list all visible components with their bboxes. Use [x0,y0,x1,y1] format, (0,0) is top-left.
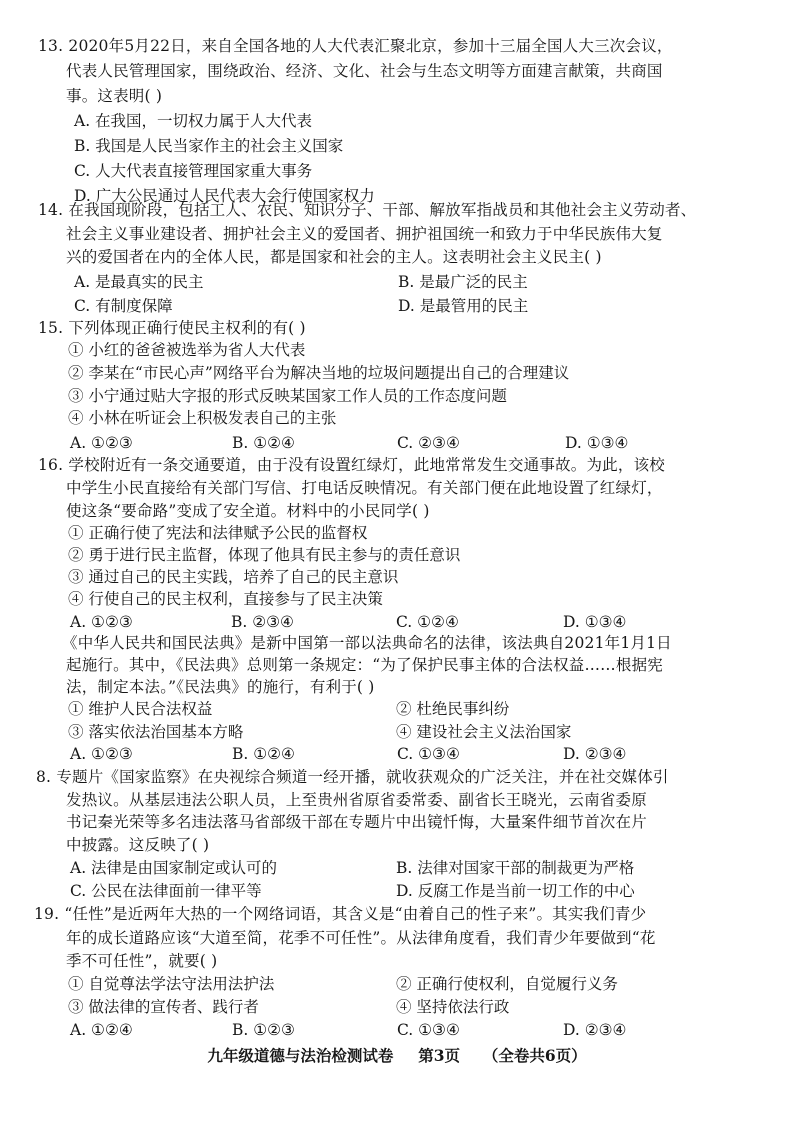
statement-4: ④ 坚持依法行政 [396,998,510,1016]
question-text-line: 中披露。这反映了( ) [66,836,210,854]
option-b: B. ②③④ [231,613,294,631]
option-c: C. ①③④ [397,1021,460,1039]
option-c: C. ①②④ [396,613,459,631]
statement-2: ② 杜绝民事纠纷 [396,700,510,718]
option-b: B. 我国是人民当家作主的社会主义国家 [74,137,344,155]
statement-4: ④ 建设社会主义法治国家 [396,723,572,741]
question-text-line: 起施行。其中，《民法典》总则第一条规定：“为了保护民事主体的合法权益……根据宪 [66,656,663,674]
option-d: D. 广大公民通过人民代表大会行使国家权力 [74,187,375,205]
option-d: D. 是最管用的民主 [398,297,529,315]
statement-1: ① 维护人民合法权益 [68,700,213,718]
option-c: C. 有制度保障 [74,297,173,315]
option-a: A. 法律是由国家制定或认可的 [70,859,278,877]
statement-4: ④ 行使自己的民主权利，直接参与了民主决策 [68,590,383,608]
question-text-line: 使这条“要命路”变成了安全道。材料中的小民同学( ) [66,502,430,520]
question-text-line: 14. 在我国现阶段，包括工人、农民、知识分子、干部、解放军指战员和其他社会主义劳动者、 [38,201,697,219]
exam-title: 九年级道德与法治检测试卷 [207,1046,394,1065]
option-b: B. 是最广泛的民主 [398,273,528,291]
statement-1: ① 自觉尊法学法守法用法护法 [68,975,275,993]
question-text-line: 事。这表明( ) [66,87,163,105]
question-text-line: 19. “任性”是近两年大热的一个网络词语，其含义是“由着自己的性子来”。其实我们青少 [34,905,647,923]
statement-3: ③ 做法律的宣传者、践行者 [68,998,259,1016]
question-text-line: 书记秦光荣等多名违法落马省部级干部在专题片中出镜忏悔，大量案件细节首次在片 [66,813,647,831]
question-text-line: 《中华人民共和国民法典》是新中国第一部以法典命名的法律，该法典自2021年1月1日 [62,634,672,652]
option-a: A. ①②③ [70,613,133,631]
question-text-line: 13. 2020年5月22日，来自全国各地的人大代表汇聚北京，参加十三届全国人大三次会议， [38,37,673,55]
option-a: A. ①②③ [70,434,133,452]
option-a: A. ①②③ [70,745,133,763]
question-text-line: 季不可任性”，就要( ) [66,952,218,970]
option-b: B. ①②④ [232,434,295,452]
question-text-line: 法，制定本法。”《民法典》的施行，有利于( ) [66,678,375,696]
statement-4: ④ 小林在听证会上积极发表自己的主张 [68,409,337,427]
question-text-line: 16. 学校附近有一条交通要道，由于没有设置红绿灯，此地常常发生交通事故。为此，该校 [38,456,665,474]
option-c: C. ①③④ [397,745,460,763]
question-text-line: 兴的爱国者在内的全体人民，都是国家和社会的主人。这表明社会主义民主( ) [66,248,602,266]
statement-1: ① 正确行使了宪法和法律赋予公民的监督权 [68,524,368,542]
option-b: B. 法律对国家干部的制裁更为严格 [396,859,635,877]
question-text-line: 15. 下列体现正确行使民主权利的有( ) [38,319,306,337]
question-text-line: 社会主义事业建设者、拥护社会主义的爱国者、拥护祖国统一和致力于中华民族伟大复 [66,225,663,243]
question-text-line: 8. 专题片《国家监察》在央视综合频道一经开播，就收获观众的广泛关注，并在社交媒体引 [36,768,669,786]
option-a: A. 在我国，一切权力属于人大代表 [74,112,313,130]
question-text-line: 年的成长道路应该“大道至简，花季不可任性”。从法律角度看，我们青少年要做到“花 [66,929,656,947]
statement-2: ② 正确行使权利，自觉履行义务 [396,975,618,993]
page-footer [0,1046,794,1066]
page-number: 第3页 [418,1046,460,1065]
option-c: C. ②③④ [397,434,460,452]
question-text-line: 发热议。从基层违法公职人员，上至贵州省原省委常委、副省长王晓光，云南省委原 [66,791,647,809]
option-d: D. 反腐工作是当前一切工作的中心 [396,882,635,900]
statement-3: ③ 小宁通过贴大字报的形式反映某国家工作人员的工作态度问题 [68,387,507,405]
option-d: D. ②③④ [563,1021,627,1039]
option-b: B. ①②③ [232,1021,295,1039]
statement-3: ③ 落实依法治国基本方略 [68,723,244,741]
option-d: D. ①③④ [563,613,627,631]
statement-1: ① 小红的爸爸被选举为省人大代表 [68,341,306,359]
option-a: A. 是最真实的民主 [74,273,204,291]
page-total: （全卷共6页） [482,1046,587,1065]
option-b: B. ①②④ [232,745,295,763]
option-d: D. ①③④ [565,434,629,452]
option-c: C. 公民在法律面前一律平等 [70,882,262,900]
option-a: A. ①②④ [70,1021,133,1039]
question-text-line: 中学生小民直接给有关部门写信、打电话反映情况。有关部门便在此地设置了红绿灯， [66,479,663,497]
statement-2: ② 勇于进行民主监督，体现了他具有民主参与的责任意识 [68,546,461,564]
option-d: D. ②③④ [563,745,627,763]
question-text-line: 代表人民管理国家，围绕政治、经济、文化、社会与生态文明等方面建言献策，共商国 [66,62,663,80]
option-c: C. 人大代表直接管理国家重大事务 [74,162,313,180]
statement-3: ③ 通过自己的民主实践，培养了自己的民主意识 [68,568,399,586]
statement-2: ② 李某在“市民心声”网络平台为解决当地的垃圾问题提出自己的合理建议 [68,364,570,382]
